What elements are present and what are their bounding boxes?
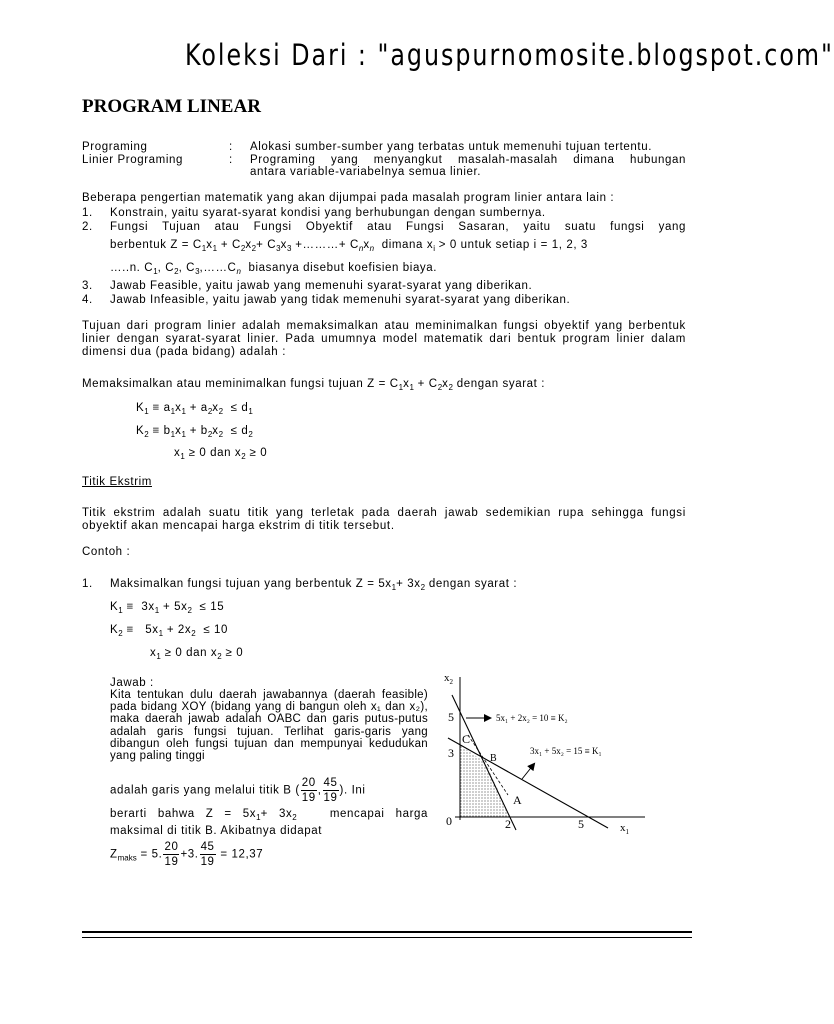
titik-ekstrim-paragraph: Titik ekstrim adalah suatu titik yang terletak pada daerah jawab sedemikian rupa sehingga fungsi obyektif akan mencapai harga ekstrim di titik tersebut. — [82, 507, 686, 532]
model-constraint-k1: $K_1 \equiv a_1x_1 + a_2x_2 \le d_1$ — [136, 402, 253, 416]
definition-separator: : — [229, 154, 233, 166]
equation-k2: 5x₁ + 2x₂ = 10 ≡ K₂ — [496, 713, 568, 723]
example-nonnegativity: $x_1 \ge 0$ dan $x_2 \ge 0$ — [150, 647, 244, 661]
definition-separator: : — [229, 141, 233, 153]
intro-text: Beberapa pengertian matematik yang akan dijumpai pada masalah program linier antara lain : — [82, 192, 615, 204]
example-prompt: Maksimalkan fungsi tujuan yang berbentuk $Z = 5x_1+ 3x_2$ dengan syarat : — [110, 578, 518, 592]
section-heading-titik-ekstrim: Titik Ekstrim — [82, 476, 152, 488]
tick-label-x5: 5 — [578, 817, 584, 831]
origin-label: 0 — [446, 814, 452, 828]
tick-label-x2: 2 — [505, 817, 511, 831]
contoh-label: Contoh : — [82, 546, 131, 558]
point-label-a: A — [513, 793, 522, 807]
list-item-fungsi-tujuan: Fungsi Tujuan atau Fungsi Obyektif atau Fungsi Sasaran, yaitu suatu fungsi yang — [110, 221, 686, 233]
collection-title: Koleksi Dari : "aguspurnomosite.blogspot.com" — [185, 38, 834, 72]
x-axis-label: $x_1$ — [620, 822, 629, 836]
example-constraint-k1: $K_1 \equiv 3x_1 + 5x_2 \le 15$ — [110, 601, 225, 615]
footer-rule-thick — [82, 931, 692, 933]
definition-desc-linier-1: Programing yang menyangkut masalah-masalah dimana hubungan — [250, 154, 686, 166]
point-label-c: C — [462, 732, 471, 746]
fraction: $\frac{20}{19}$ — [164, 841, 179, 868]
equation-k1: 3x₁ + 5x₂ = 15 ≡ K₁ — [530, 746, 602, 756]
footer-rule-thin — [82, 937, 692, 938]
fraction: $\frac{45}{19}$ — [323, 777, 338, 804]
list-item-feasible: Jawab Feasible, yaitu jawab yang memenuhi syarat-syarat yang diberikan. — [110, 280, 533, 292]
purpose-paragraph: Tujuan dari program linier adalah memaksimalkan atau meminimalkan fungsi obyektif yang berbentuk linier dengan syarat-syarat linier. Pada umumnya model matematik dari bentuk program linier dalam dimensi dua (pada bidang) adalah : — [82, 320, 686, 358]
feasible-region — [460, 745, 510, 817]
list-number: 2. — [82, 221, 93, 233]
page-title: PROGRAM LINEAR — [82, 96, 261, 117]
answer-paragraph: Kita tentukan dulu daerah jawabannya (daerah feasible) pada bidang XOY (bidang yang di bangun oleh x₁ dan x₂), maka daerah jawab adalah OABC dan garis putus-putus adalah garis fungsi tujuan. Terlihat garis-garis yang dibangun oleh fungsi tujuan dan mempunyai kedudukan yang paling tinggi — [110, 689, 428, 763]
example-constraint-k2: $K_2 \equiv 5x_1 + 2x_2 \le 10$ — [110, 624, 229, 638]
point-label-b: B — [490, 753, 497, 764]
model-objective: Memaksimalkan atau meminimalkan fungsi tujuan $Z = C_1x_1 + C_2x_2$ dengan syarat : — [82, 378, 546, 392]
definition-desc-programing: Alokasi sumber-sumber yang terbatas untuk memenuhi tujuan tertentu. — [250, 141, 653, 153]
example-number: 1. — [82, 578, 93, 590]
y-axis-label: $x_2$ — [444, 672, 453, 686]
list-number: 1. — [82, 207, 93, 219]
list-item-fungsi-formula: berbentuk $Z = C_1x_1 + C_2x_2+ C_3x_3$ +………+ $C_nx_n$ dimana $x_i > 0$ untuk setiap i = 1, 2, 3 — [110, 239, 588, 253]
answer-maksimal: maksimal di titik B. Akibatnya didapat — [110, 825, 322, 837]
fraction: $\frac{20}{19}$ — [301, 777, 316, 804]
feasible-region-graph — [430, 665, 670, 845]
arrow-k1 — [522, 764, 534, 779]
list-item-koefisien: …..n. $C_1$, $C_2$, $C_3,\dots\dots C_n$ biasanya disebut koefisien biaya. — [110, 262, 438, 276]
answer-point-b: adalah garis yang melalui titik B ( $\frac{20}{19}$ , $\frac{45}{19}$ ). Ini — [110, 777, 366, 804]
model-nonnegativity: $x_1 \ge 0$ dan $x_2 \ge 0$ — [174, 447, 268, 461]
tick-label-y3: 3 — [448, 746, 454, 760]
list-item-infeasible: Jawab Infeasible, yaitu jawab yang tidak memenuhi syarat-syarat yang diberikan. — [110, 294, 571, 306]
model-constraint-k2: $K_2 \equiv b_1x_1 + b_2x_2 \le d_2$ — [136, 425, 253, 439]
answer-label: Jawab : — [110, 677, 154, 689]
definition-term-programing: Programing — [82, 141, 148, 153]
list-number: 4. — [82, 294, 93, 306]
list-item-konstrain: Konstrain, yaitu syarat-syarat kondisi yang berhubungan dengan sumbernya. — [110, 207, 546, 219]
list-number: 3. — [82, 280, 93, 292]
definition-desc-linier-2: antara variable-variabelnya semua linier. — [250, 166, 482, 178]
definition-term-linier: Linier Programing — [82, 154, 183, 166]
answer-means: berarti bahwa $Z = 5x_1+ 3x_2$ mencapai harga — [110, 808, 428, 822]
fraction: $\frac{45}{19}$ — [200, 841, 215, 868]
tick-label-y5: 5 — [448, 710, 454, 724]
answer-zmax: $Z_{maks} = 5$. $\frac{20}{19}$ +3. $\frac{45}{19}$ = 12,37 — [110, 841, 264, 868]
